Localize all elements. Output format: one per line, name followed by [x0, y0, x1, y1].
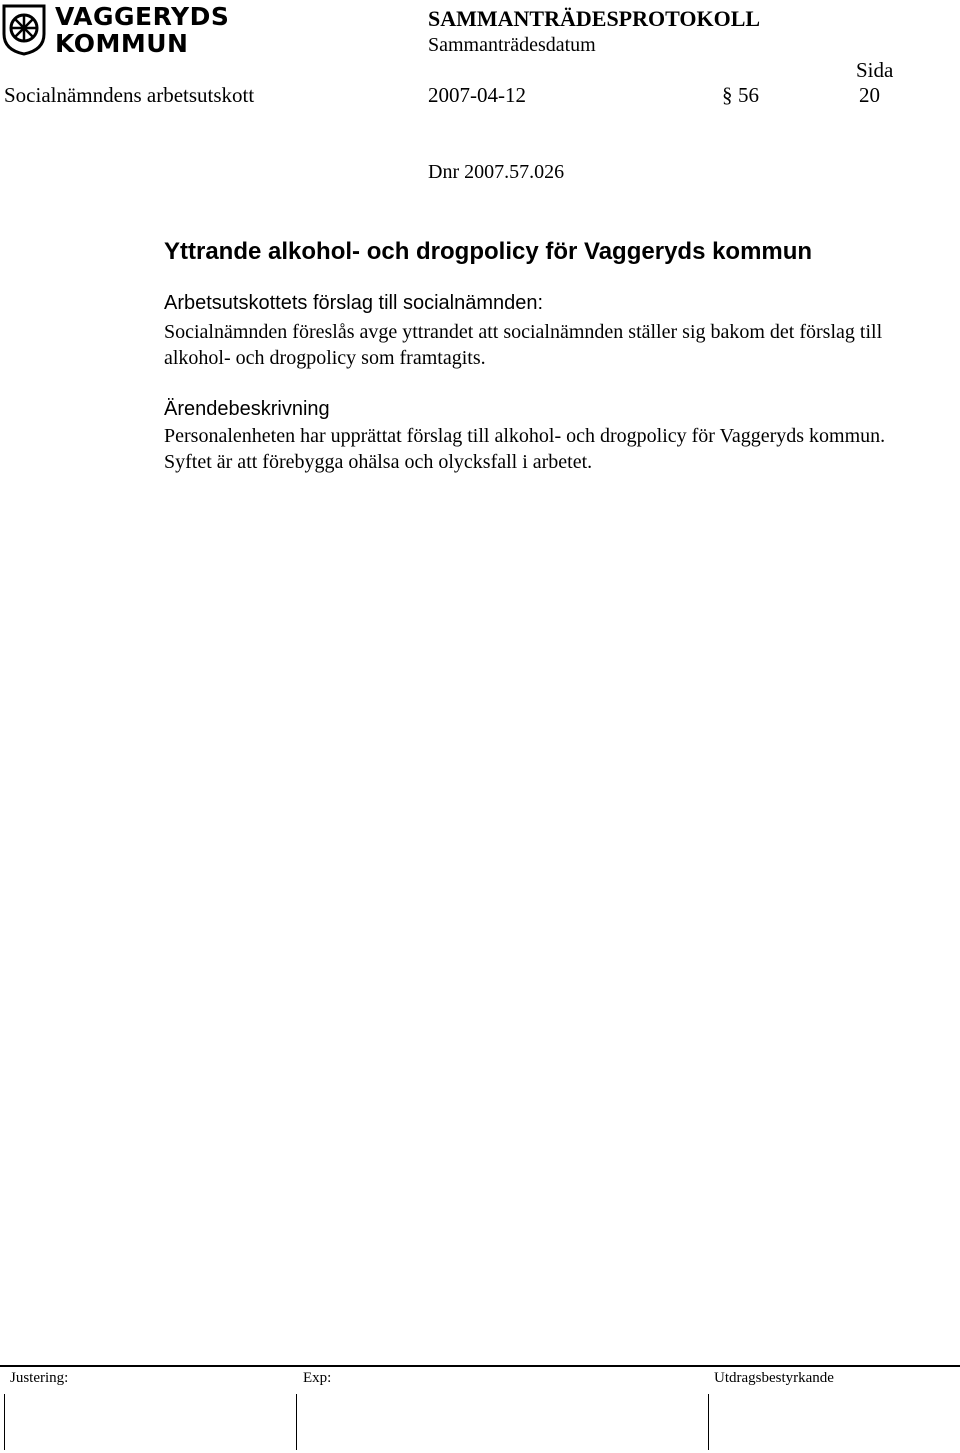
exp-label: Exp:: [303, 1370, 332, 1386]
meeting-date-label: Sammanträdesdatum: [428, 34, 596, 56]
proposal-heading: Arbetsutskottets förslag till socialnämnden:: [164, 292, 544, 314]
paragraph-sign: §: [722, 83, 733, 107]
paragraph-number: 56: [738, 83, 759, 107]
document-title: Yttrande alkohol- och drogpolicy för Vaggeryds kommun: [164, 238, 813, 265]
proposal-text: Socialnämnden föreslås avge yttrandet att socialnämnden ställer sig bakom det förslag till alkohol- och drogpolicy som framtagits.: [164, 321, 883, 369]
committee-name: Socialnämndens arbetsutskott: [4, 83, 255, 107]
exp-box: [296, 1394, 297, 1450]
justering-signature-box: [4, 1394, 5, 1450]
meeting-date: 2007-04-12: [428, 83, 526, 107]
diary-number: Dnr 2007.57.026: [428, 161, 565, 183]
description-heading: Ärendebeskrivning: [164, 398, 330, 420]
logo-line-1: VAGGERYDS: [55, 2, 230, 31]
description-text: Personalenheten har upprättat förslag till alkohol- och drogpolicy för Vaggeryds kommun. Syftet är att förebygga ohälsa och olycksfall i arbetet.: [164, 425, 886, 473]
utdrag-label: Utdragsbestyrkande: [714, 1370, 834, 1386]
logo-line-2: KOMMUN: [55, 29, 189, 58]
municipal-wheel-crest-icon: [2, 4, 46, 56]
page-label: Sida: [856, 58, 894, 82]
justering-label: Justering:: [10, 1370, 69, 1386]
utdrag-box: [708, 1394, 709, 1450]
footer-divider: [0, 1365, 960, 1367]
page-number: 20: [859, 83, 880, 107]
protocol-title: SAMMANTRÄDESPROTOKOLL: [428, 6, 761, 31]
